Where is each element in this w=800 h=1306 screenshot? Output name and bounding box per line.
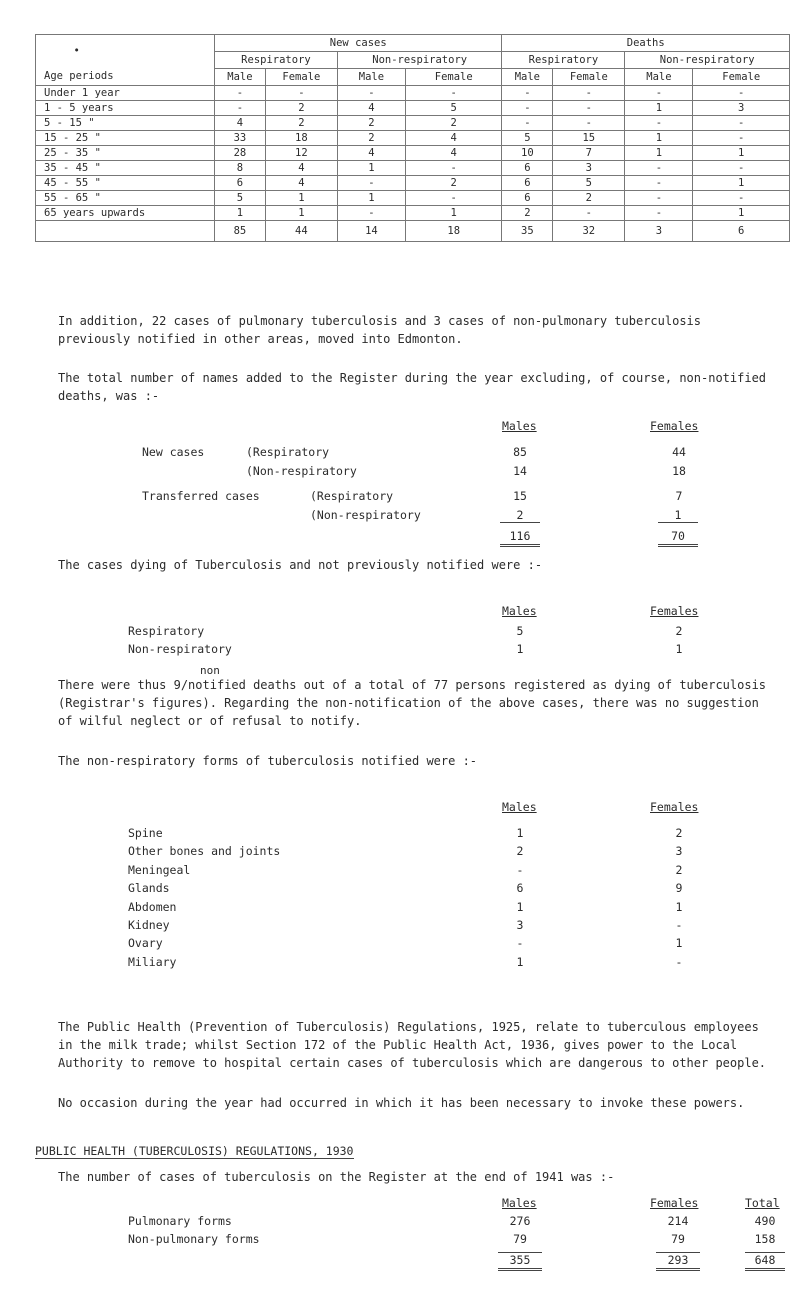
table-cell: 2 [337,116,405,131]
row-label: Miliary [128,954,177,969]
val-females: 214 [667,1214,689,1228]
male-header: Male [215,69,266,86]
val-males: - [516,936,524,951]
table-cell: 3 [553,161,625,176]
table-cell: - [625,191,693,206]
table-cell: 3 [693,101,790,116]
table-cell: - [625,116,693,131]
val-males: 1 [516,899,524,914]
label-transferred: Transferred cases [142,489,260,503]
table-cell: 8 [215,161,266,176]
table-cell: 4 [405,146,502,161]
total-cell: 6 [693,221,790,242]
row-label: Respiratory [128,624,205,638]
table-cell: 1 [693,146,790,161]
table-cell: 2 [553,191,625,206]
table-cell: - [215,86,266,101]
new-resp-header: Respiratory [215,52,338,69]
val-females: 3 [675,844,683,859]
table-cell: - [693,191,790,206]
table-cell: 6 [502,176,553,191]
female-header: Female [265,69,337,86]
val: 85 [513,445,527,459]
val-females: 1 [675,642,683,656]
table-cell: 18 [265,131,337,146]
val-females: 2 [675,624,683,638]
val-males: 1 [516,642,524,656]
para-forms: The non-respiratory forms of tuberculosis notified were :- [58,754,478,768]
table-row [36,86,790,101]
val-males: 6 [516,881,524,896]
table-cell: - [625,176,693,191]
table-cell: - [693,116,790,131]
row-label: Ovary [128,936,163,951]
val-females: - [675,954,683,969]
total-males: 116 [500,529,540,547]
section-heading: PUBLIC HEALTH (TUBERCULOSIS) REGULATIONS, 1930 [35,1144,354,1158]
table-row [36,176,790,191]
table-cell: 10 [502,146,553,161]
col-females: Females [650,1196,699,1210]
table-cell: 2 [265,101,337,116]
table-cell: - [405,191,502,206]
para-there-were: There were thus 9/notified deaths out of a total of 77 persons registered as dying of tuberculosis (Registrar's figures). Regarding the non-notification of the above cases, there was no suggestion of wilful neglect or of refusal to notify. [58,678,767,728]
row-label: Kidney [128,918,170,932]
val-males: 276 [509,1214,531,1228]
table-row [36,116,790,131]
para-total-names: The total number of names added to the Register during the year excluding, of course, non-notified deaths, was :- [58,371,767,403]
death-nonresp-header: Non-respiratory [625,52,790,69]
table-row [36,161,790,176]
val-males: 5 [516,624,524,638]
val-males: 79 [513,1232,527,1246]
female-header: Female [693,69,790,86]
row-label: Other bones and joints [128,844,281,859]
label-resp: (Respiratory [310,489,394,503]
age-period: 15 - 25 " [36,131,215,146]
table-cell: - [693,131,790,146]
val-females: 79 [671,1232,685,1246]
table-cell: - [502,116,553,131]
table-cell: - [553,206,625,221]
table-cell: 4 [265,176,337,191]
val-females: 2 [675,826,683,840]
table-cell: - [625,86,693,101]
para-dying: The cases dying of Tuberculosis and not previously notified were :- [58,558,543,572]
val-males: 1 [516,826,524,840]
table-row [36,191,790,206]
val-males: 2 [516,844,524,859]
table-cell: 4 [337,146,405,161]
table-cell: - [215,101,266,116]
cases-deaths-table [35,34,790,242]
age-period: Under 1 year [36,86,215,101]
age-periods-header: • Age periods [36,35,215,86]
col-females: Females [650,419,699,433]
val: 7 [675,489,683,503]
table-cell: 4 [337,101,405,116]
val: 44 [672,445,686,459]
table-cell: 6 [215,176,266,191]
para-addition: In addition, 22 cases of pulmonary tuberculosis and 3 cases of non-pulmonary tuberculosis previously notified in other areas, moved into Edmonton. [58,314,701,346]
table-cell: 5 [215,191,266,206]
table-row [36,206,790,221]
age-period: 1 - 5 years [36,101,215,116]
para-register: The number of cases of tuberculosis on the Register at the end of 1941 was :- [58,1170,615,1184]
row-label: Pulmonary forms [128,1214,232,1228]
table-cell: 1 [405,206,502,221]
table-cell: - [502,101,553,116]
corner-mark: • [73,44,80,57]
table-cell: 2 [502,206,553,221]
table-cell: 4 [405,131,502,146]
val-males: 1 [516,954,524,969]
total-females: 70 [658,529,698,547]
table-cell: 4 [265,161,337,176]
total-cell: 32 [553,221,625,242]
val-males: - [516,862,524,877]
table-cell: - [337,86,405,101]
label-new-cases: New cases [142,445,205,459]
age-period: 25 - 35 " [36,146,215,161]
table-cell: 4 [215,116,266,131]
table-cell: 1 [625,131,693,146]
table-cell: 1 [265,206,337,221]
table-cell: 33 [215,131,266,146]
table-cell: - [265,86,337,101]
insert-non: non [200,664,220,677]
total-cell: 3 [625,221,693,242]
row-label: Spine [128,826,163,840]
table-cell: 1 [265,191,337,206]
table-cell: 5 [405,101,502,116]
val: 1 [658,508,698,523]
total-cell: 85 [215,221,266,242]
age-period: 35 - 45 " [36,161,215,176]
table-cell: - [553,86,625,101]
male-header: Male [625,69,693,86]
table-cell: 15 [553,131,625,146]
val-females: 9 [675,881,683,896]
col-total: Total [745,1196,780,1210]
table-cell: 6 [502,161,553,176]
val-females: - [675,918,683,932]
val: 15 [513,489,527,503]
table-cell: 5 [502,131,553,146]
male-header: Male [337,69,405,86]
val: 18 [672,464,686,478]
table-cell: - [553,101,625,116]
val: 2 [500,508,540,523]
female-header: Female [553,69,625,86]
col-males: Males [502,604,537,618]
table-cell: 7 [553,146,625,161]
table-cell: - [625,161,693,176]
label-nonresp: (Non-respiratory [310,508,421,522]
val-females: 2 [675,862,683,877]
val-females: 1 [675,936,683,951]
row-label: Non-pulmonary forms [128,1232,260,1246]
register-total-total: 648 [745,1252,785,1271]
table-cell: 2 [405,176,502,191]
table-cell: 2 [405,116,502,131]
new-nonresp-header: Non-respiratory [337,52,502,69]
table-cell: 1 [625,101,693,116]
table-cell: 1 [337,191,405,206]
row-label: Meningeal [128,862,191,877]
para-regulations: The Public Health (Prevention of Tuberculosis) Regulations, 1925, relate to tuberculous employees in the milk trade; whilst Section 172 of the Public Health Act, 1936, gives power to the Local Authority to remove to hospital certain cases of tuberculosis which are dangerous to other people. [58,1020,767,1070]
table-cell: 1 [693,206,790,221]
register-total-females: 293 [656,1252,700,1271]
total-cell: 44 [265,221,337,242]
age-period: 55 - 65 " [36,191,215,206]
table-cell: - [337,176,405,191]
table-cell: 1 [215,206,266,221]
deaths-header: Deaths [502,35,790,52]
totals-row [36,221,790,242]
row-label: Glands [128,881,170,896]
new-cases-header: New cases [215,35,502,52]
label-resp: (Respiratory [246,445,330,459]
col-females: Females [650,604,699,618]
table-cell: 1 [625,146,693,161]
total-cell: 18 [405,221,502,242]
table-cell: 2 [265,116,337,131]
age-period: 65 years upwards [36,206,215,221]
table-row [36,146,790,161]
col-females: Females [650,800,699,814]
table-cell: 6 [502,191,553,206]
table-cell: - [405,161,502,176]
table-cell: 5 [553,176,625,191]
para-no-occasion: No occasion during the year had occurred in which it has been necessary to invoke these powers. [58,1096,745,1110]
table-cell: - [625,206,693,221]
col-males: Males [502,419,537,433]
row-label: Non-respiratory [128,642,232,656]
val-males: 3 [516,918,524,932]
table-cell: 28 [215,146,266,161]
table-cell: 1 [693,176,790,191]
val: 14 [513,464,527,478]
table-cell: - [502,86,553,101]
total-cell: 35 [502,221,553,242]
val-total: 490 [754,1214,776,1228]
table-row [36,131,790,146]
table-cell: 12 [265,146,337,161]
val-total: 158 [754,1232,776,1246]
death-resp-header: Respiratory [502,52,625,69]
table-cell: - [337,206,405,221]
age-period: 5 - 15 " [36,116,215,131]
age-period: 45 - 55 " [36,176,215,191]
label-nonresp: (Non-respiratory [246,464,357,478]
total-cell: 14 [337,221,405,242]
val-females: 1 [675,899,683,914]
table-cell: 2 [337,131,405,146]
row-label: Abdomen [128,899,177,914]
table-cell: 1 [337,161,405,176]
female-header: Female [405,69,502,86]
table-cell: - [693,86,790,101]
table-cell: - [405,86,502,101]
col-males: Males [502,800,537,814]
table-cell: - [553,116,625,131]
table-cell: - [693,161,790,176]
male-header: Male [502,69,553,86]
col-males: Males [502,1196,537,1210]
table-row [36,101,790,116]
register-total-males: 355 [498,1252,542,1271]
